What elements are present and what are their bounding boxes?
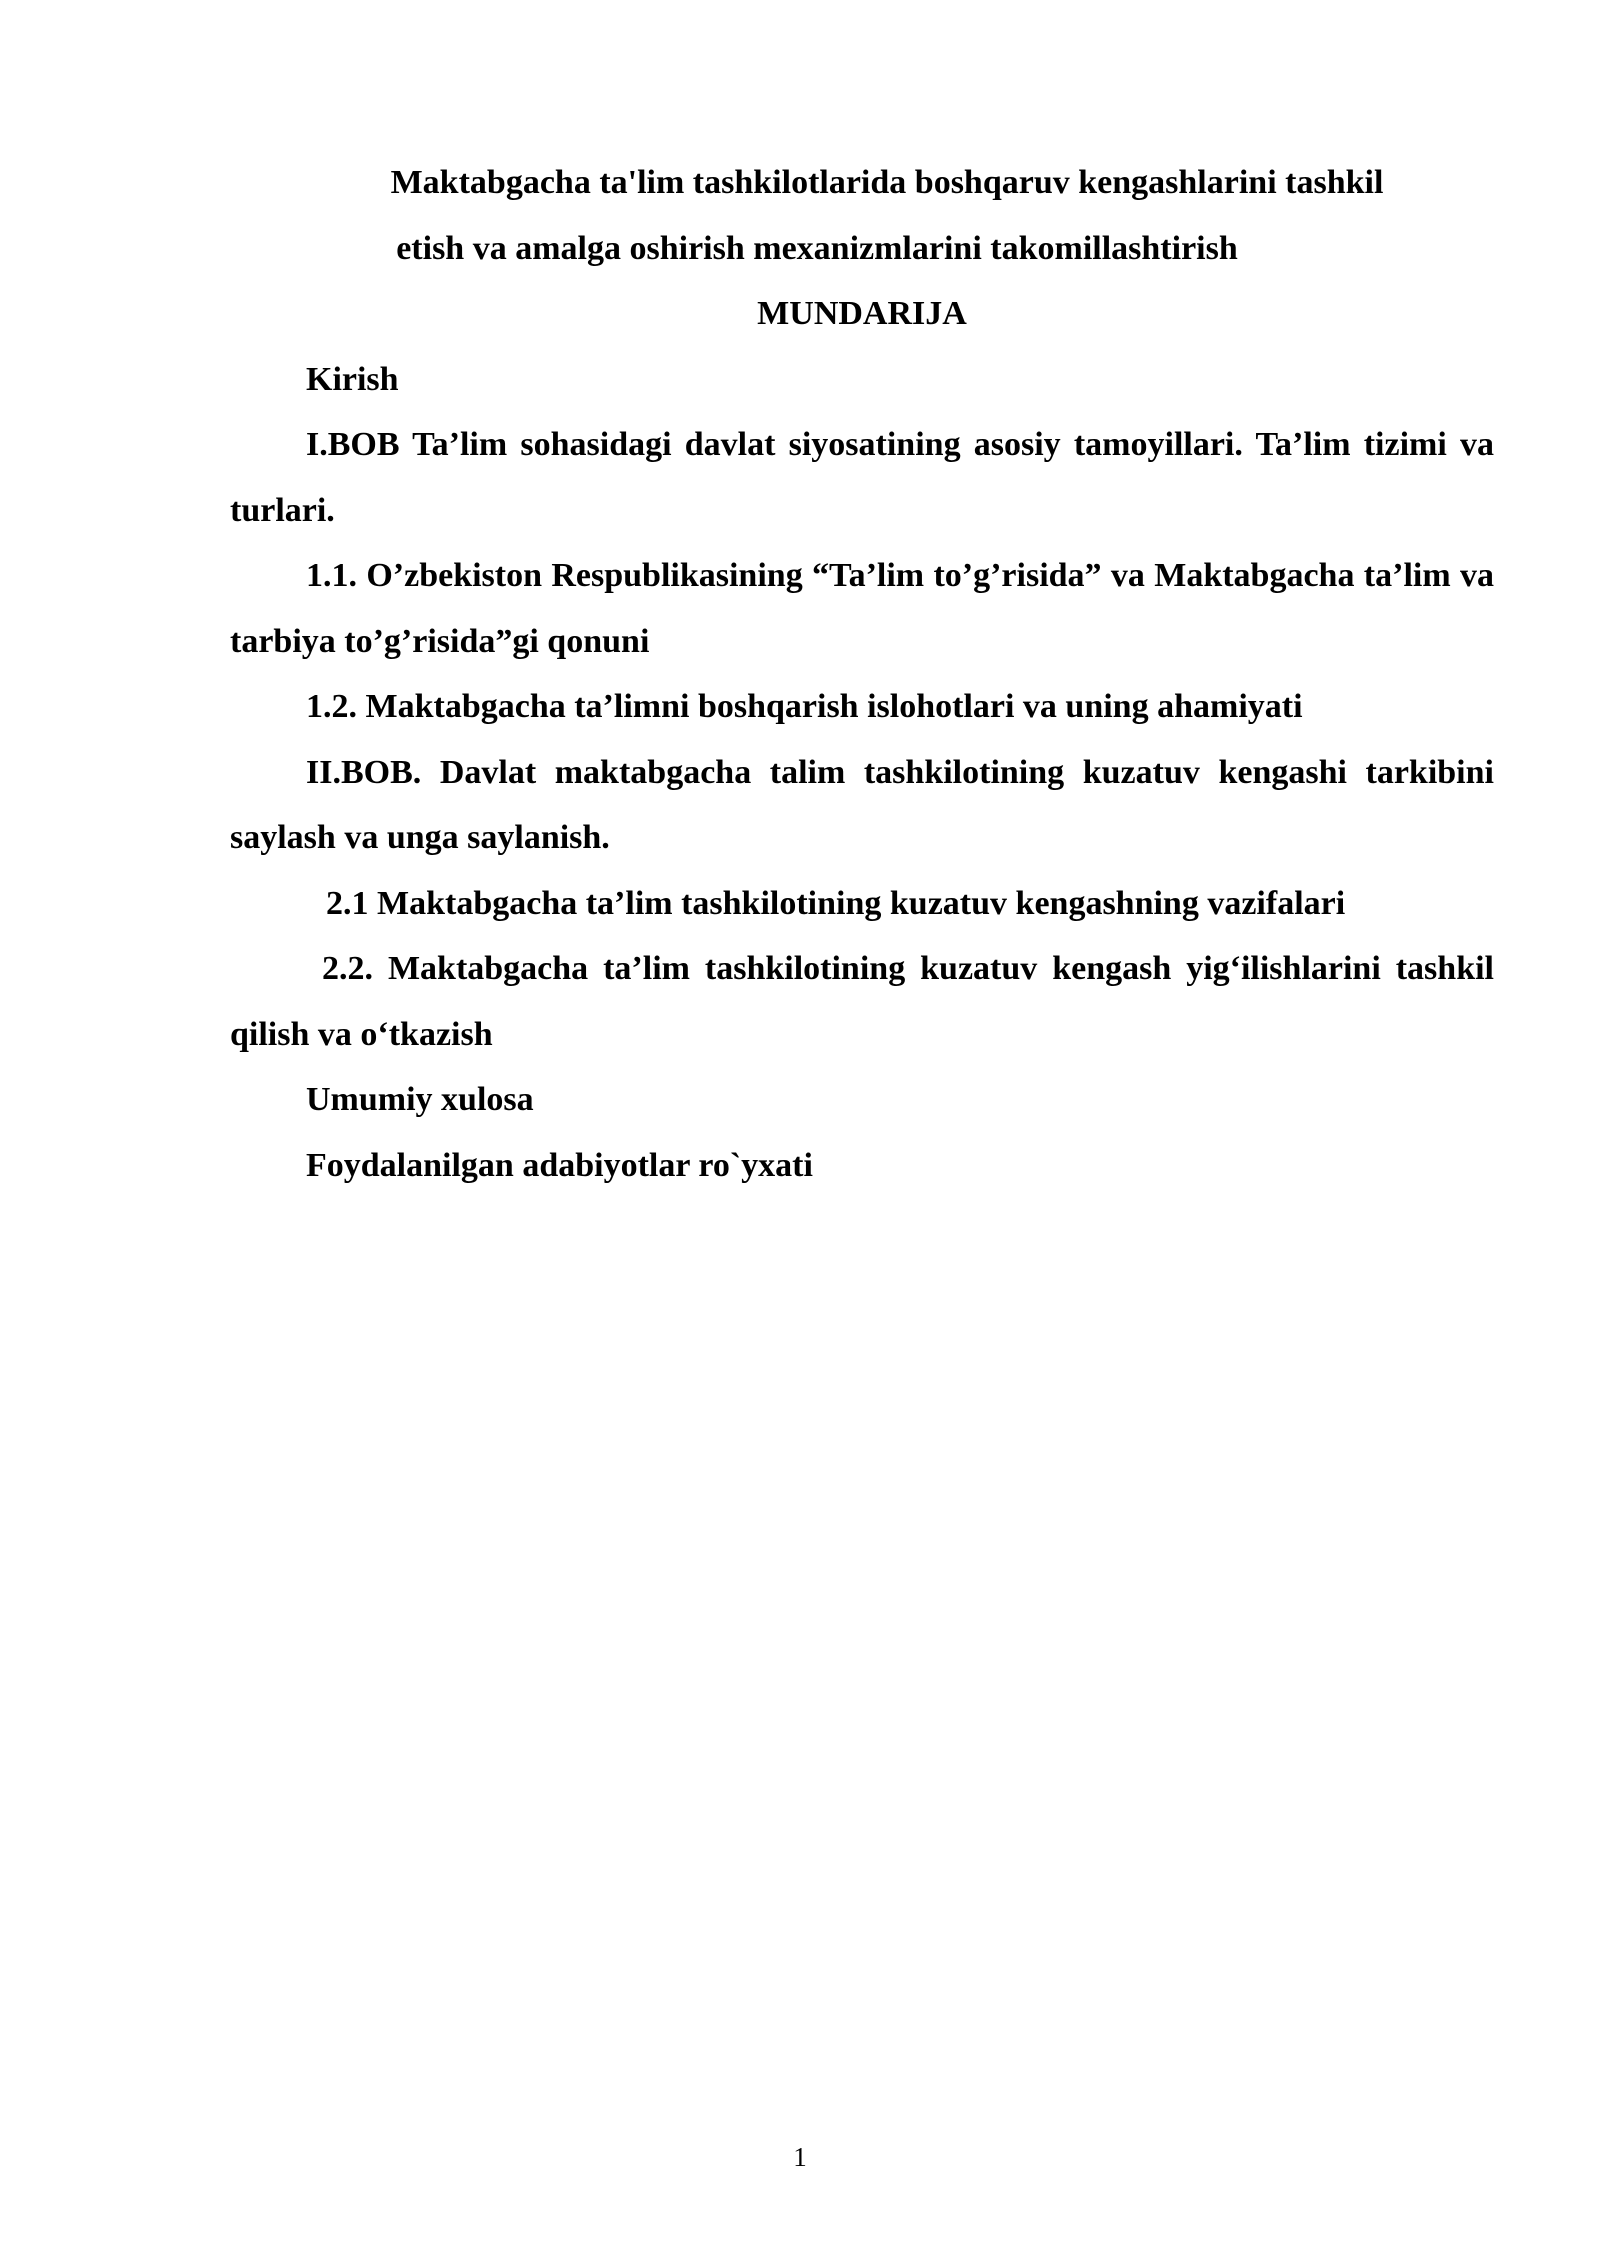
page-number: 1 <box>793 2142 807 2172</box>
toc-item-section-2-1: 2.1 Maktabgacha ta’lim tashkilotining kuzatuv kengashning vazifalari <box>326 884 1346 922</box>
page-content <box>230 150 1494 1198</box>
toc-item-section-2-2: 2.2. Maktabgacha ta’lim tashkilotining kuzatuv kengash yig‘ilishlarini tashkil qilish va o‘tkazish <box>230 950 1494 1053</box>
toc-item-references: Foydalanilgan adabiyotlar ro`yxati <box>306 1146 813 1184</box>
toc-item-intro: Kirish <box>306 360 399 398</box>
title-line-2: etish va amalga oshirish mexanizmlarini takomillashtirish <box>396 229 1238 267</box>
document-title <box>230 150 1494 281</box>
toc-item-section-1-2: 1.2. Maktabgacha ta’limni boshqarish islohotlari va uning ahamiyati <box>306 688 1303 725</box>
title-line-1: Maktabgacha ta'lim tashkilotlarida boshqaruv kengashlarini tashkil <box>390 164 1384 201</box>
toc-item-section-1-1: 1.1. O’zbekiston Respublikasining “Ta’lim to’g’risida” va Maktabgacha ta’lim va tarbiya to’g’risida”gi qonuni <box>230 557 1494 660</box>
toc-item-chapter-1: I.BOB Ta’lim sohasidagi davlat siyosatining asosiy tamoyillari. Ta’lim tizimi va turlari. <box>230 426 1494 529</box>
toc-item-conclusion: Umumiy xulosa <box>306 1081 534 1118</box>
toc-item-chapter-2: II.BOB. Davlat maktabgacha talim tashkilotining kuzatuv kengashi tarkibini saylash va unga saylanish. <box>230 753 1494 856</box>
toc-heading: MUNDARIJA <box>757 295 967 332</box>
